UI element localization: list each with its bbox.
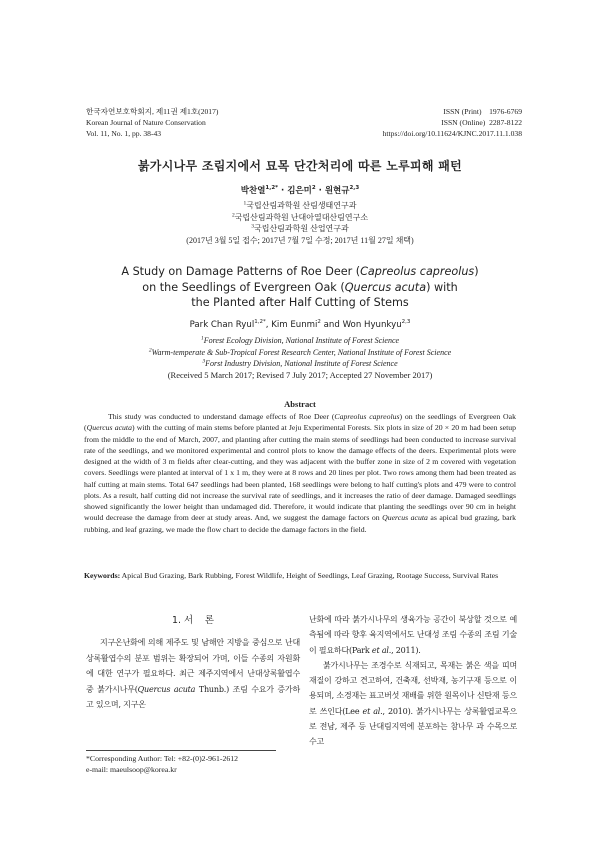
journal-name-korean: 한국자연보호학회지, 제11권 제1호(2017)	[86, 107, 219, 116]
affiliation-line	[0, 212, 600, 224]
author-name: 김은미	[287, 186, 312, 196]
affil-text: 국립산림과학원 난대아열대산림연구소	[234, 212, 369, 222]
affiliation-line	[0, 335, 600, 347]
author-separator: ·	[278, 186, 288, 196]
affil-mark: 2	[148, 346, 152, 353]
keywords	[84, 570, 516, 581]
journal-header-left	[86, 106, 218, 139]
journal-name-english: Korean Journal of Nature Conservation	[86, 118, 206, 127]
title-text: the Planted after Half Cutting of Stems	[191, 296, 409, 309]
doi-link[interactable]: https://doi.org/10.11624/KJNC.2017.11.1.038	[382, 129, 522, 138]
title-species: Quercus acuta	[344, 280, 427, 294]
title-text: )	[474, 265, 479, 278]
body-text: , 2011).	[391, 645, 421, 655]
body-text: , 2010). 붉가시나무는 상록활엽교목으로 전남, 제주 등 난대림지역에 분포하는 참나무 과 수목으로 수고	[309, 706, 518, 747]
abstract-species: Quercus acuta	[86, 423, 132, 433]
body-paragraph	[309, 612, 517, 658]
abstract-heading: Abstract	[284, 399, 316, 409]
body-column-left	[86, 635, 300, 713]
body-citation-etal: et al.	[362, 706, 383, 716]
abstract-species: Capreolus capreolus	[334, 412, 400, 421]
affil-mark: 3	[251, 223, 254, 230]
abstract-text: This study was conducted to understand damage effects of Roe Deer (	[108, 412, 335, 421]
body-paragraph	[309, 658, 517, 750]
affiliation-line	[0, 223, 600, 235]
corresponding-author-footnote	[86, 753, 238, 775]
affiliation-line	[0, 347, 600, 359]
english-affiliations	[0, 335, 600, 370]
korean-title: 붉가시나무 조림지에서 묘목 단간처리에 따른 노루피해 패턴	[137, 159, 463, 173]
affil-mark: 2	[231, 211, 235, 218]
abstract-body	[84, 411, 516, 535]
abstract-paragraph	[84, 411, 516, 535]
author-name: Kim Eunmi	[271, 320, 318, 330]
english-title	[0, 264, 600, 311]
korean-received-dates: (2017년 3월 5일 접수; 2017년 7월 7일 수정; 2017년 11월 27일 채택)	[186, 235, 414, 245]
affil-text: Forst Industry Division, National Institute of Forest Science	[205, 359, 398, 368]
author-affil-mark: 2	[311, 185, 316, 192]
author-name: Park Chan Ryul	[189, 320, 255, 330]
body-citation-etal: et al.	[371, 645, 392, 655]
author-affil-mark: 1,2*	[254, 319, 266, 326]
korean-affiliations	[0, 200, 600, 246]
body-species: Quercus acuta	[137, 684, 196, 694]
journal-volume: Vol. 11, No. 1, pp. 38-43	[86, 129, 162, 138]
affil-text: Forest Ecology Division, National Institute of Forest Science	[203, 336, 400, 345]
keywords-label: Keywords:	[84, 571, 121, 580]
abstract-species: Quercus acuta	[382, 513, 428, 523]
author-separator: ,	[265, 320, 272, 330]
author-affil-mark: 1,2*	[265, 185, 279, 192]
title-text: ) with	[426, 280, 458, 294]
title-line	[0, 264, 600, 280]
english-authors	[0, 320, 600, 330]
issn-print: ISSN (Print) 1976-6769	[443, 107, 522, 116]
korean-authors	[0, 184, 600, 196]
affil-text: 국립산림과학원 산업연구과	[254, 224, 349, 233]
body-text: 붉가시나무는 조경수로 식재되고, 목재는 붉은 색을 띠며 재질이 강하고 견고하여, 건축재, 선박재, 농기구재 등으로 이용되며, 소경재는 표고버섯 재배를 위한 원목이나 신탄재 등으로 쓰인다(Lee	[309, 660, 517, 716]
affiliation-line	[0, 200, 600, 212]
body-text: 난화에 따라 붉가시나무의 생육가능 공간이 북상할 것으로 예측됨에 따라 향후 육지역에서도 난대성 조림 수종의 조림 기술이 필요하다(Park	[309, 615, 517, 655]
affil-text: Warm-temperate & Sub-Tropical Forest Research Center, National Institute of Forest Science	[151, 347, 452, 357]
body-text: Thunb.) 조림 수요가 증가하고 있으며, 지구온	[86, 684, 300, 709]
keywords-list: Apical Bud Grazing, Bark Rubbing, Forest Wildlife, Height of Seedlings, Leaf Grazing, Rootage Success, Survival Rates	[120, 571, 499, 580]
footnote-divider	[86, 750, 276, 751]
body-column-right	[309, 612, 517, 750]
issn-online: ISSN (Online) 2287-8122	[441, 118, 522, 127]
title-text: on the Seedlings of Evergreen Oak (	[142, 280, 345, 294]
affil-text: 국립산림과학원 산림생태연구과	[246, 201, 357, 210]
body-paragraph	[86, 635, 300, 713]
author-name: Won Hyunkyu	[342, 320, 402, 330]
footnote-email[interactable]: e-mail: maeulsoop@korea.kr	[86, 765, 177, 774]
journal-header-right	[383, 106, 522, 139]
title-line	[0, 295, 600, 311]
author-name: 박찬열	[240, 186, 266, 196]
author-name: 원현규	[324, 186, 350, 196]
abstract-text: as apical bud grazing, bark rubbing, and leaf grazing, we made the flow chart to decide the damage factors in the field.	[84, 513, 516, 534]
author-affil-mark: 2,3	[349, 185, 360, 192]
body-text: 지구온난화에 의해 제주도 및 남해안 지방을 중심으로 난대상록활엽수의 분포 범위는 확장되어 가며, 이들 수종의 자원화에 대한 연구가 필요하다. 최근 제주지역에서 난대상록활엽수 중 붉가시나무(	[86, 638, 300, 694]
affiliation-line	[0, 358, 600, 370]
author-separator: and	[320, 320, 343, 330]
abstract-text: ) with the cutting of main stems before planted at Jeju Experimental Forests. Six plots in size of 20 × 20 m had been setup from the middle to the end of March, 2007, and planting after cutting the main stems of seedlings had been conducted to increase survival rate of the seedlings, and we monitored experimental and control plots to know the damage effects of the deers. Experimental plots were designed at the width of 3 m fields after clear-cutting, and they was adjacent with the buffer zone in size of 2 m covered with vegetation covers. Seedlings were planted at interval of 1 x 1 m, they were at 8 rows and 20 lines per plot. Two rows among them had been treated as half cutting at main stems. Total 647 seedlings had been planted, 168 seedlings were belong to half cutting's plots and 479 were to control plots. As a result, half cutting did not increase the survival rate of seedlings, and it increases the ratio of deer damage. Damaged seedlings showed significantly the lower height than undamaged did. Therefore, it would indicate that planting the seedlings over 90 cm in height would decrease the damage from deer at study areas. And, we suggest the damage factors on	[84, 423, 516, 523]
author-affil-mark: 2,3	[401, 319, 411, 326]
author-separator: ·	[315, 186, 325, 196]
english-received-dates: (Received 5 March 2017; Revised 7 July 2017; Accepted 27 November 2017)	[167, 370, 433, 380]
affil-mark: 3	[202, 358, 206, 365]
abstract-text: ) on the seedlings of Evergreen Oak (	[84, 412, 516, 433]
title-species: Capreolus capreolus	[360, 265, 475, 278]
title-text: A Study on Damage Patterns of Roe Deer (	[121, 265, 361, 278]
section-heading-introduction: 1. 서 론	[172, 615, 214, 626]
author-affil-mark: 2	[317, 319, 321, 326]
title-line	[0, 280, 600, 296]
affil-mark: 1	[243, 200, 247, 207]
footnote-phone: *Corresponding Author: Tel: +82-(0)2-961-2612	[86, 754, 239, 763]
affil-mark: 1	[200, 335, 204, 342]
